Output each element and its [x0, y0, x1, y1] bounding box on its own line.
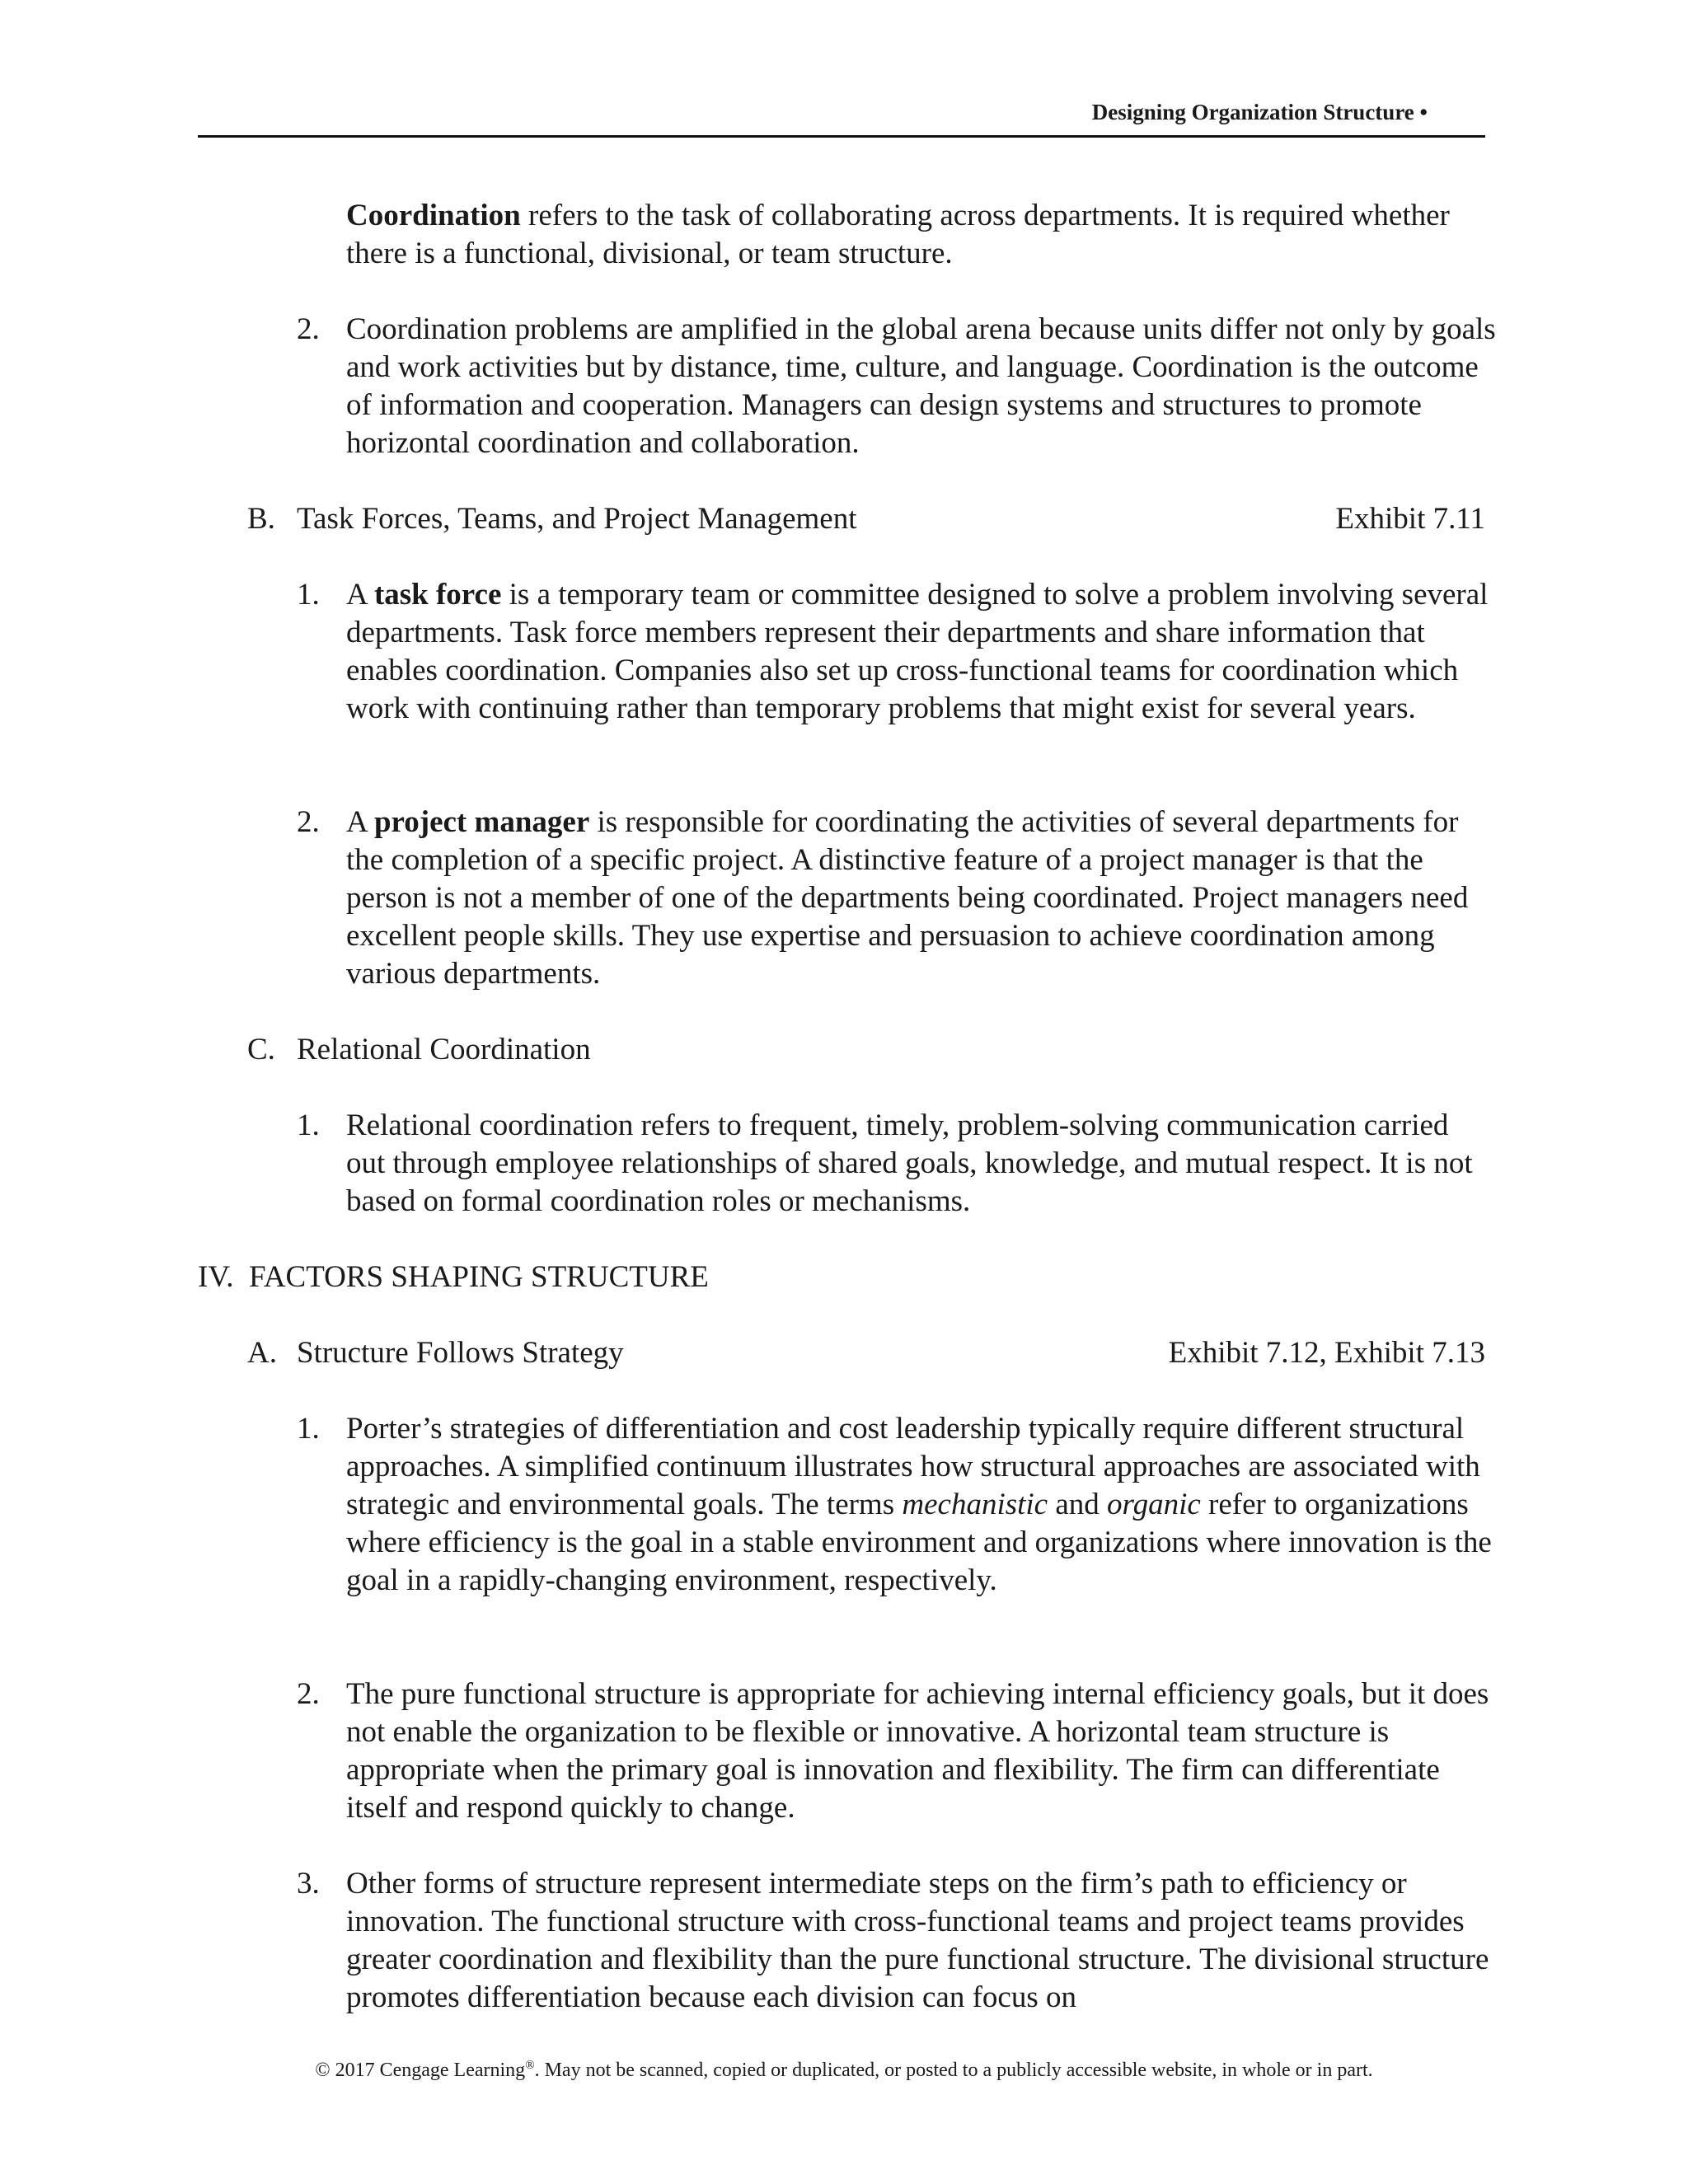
item-number: 2. — [297, 1677, 320, 1711]
item-number: 1. — [297, 1412, 320, 1446]
item-number: 1. — [297, 578, 320, 612]
registered-mark: ® — [525, 2059, 535, 2072]
item-number: 2. — [297, 805, 320, 839]
section-title: FACTORS SHAPING STRUCTURE — [249, 1260, 709, 1294]
item-text: is a temporary team or committee designed to solve a problem involving several departments. Task force members represent their departments and share information that enables coordination. Companies also set up cross-functional teams for coordination which work with continuing rather than temporary problems that might exist for several years. — [346, 578, 1489, 725]
item-paragraph — [346, 804, 1500, 993]
copyright-footer — [0, 2053, 1688, 2083]
item-number: 2. — [297, 312, 320, 346]
item-paragraph — [346, 1410, 1492, 1600]
intro-term: Coordination — [346, 199, 521, 232]
item-term: task force — [373, 578, 502, 612]
item-paragraph: Other forms of structure represent intermediate steps on the firm’s path to efficiency or innovation. The functional structure with cross-functional teams and project teams provides greater coordination and flexibility than the pure functional structure. The divisional structure promotes differentiation because each division can focus on — [346, 1867, 1489, 2014]
item-paragraph: Relational coordination refers to frequent, timely, problem-solving communication carried out through employee relationships of shared goals, knowledge, and mutual respect. It is not based on formal coordination roles or mechanisms. — [346, 1108, 1473, 1218]
intro-text: refers to the task of collaborating across departments. It is required whether there is a functional, divisional, or team structure. — [346, 199, 1450, 270]
intro-paragraph — [346, 197, 1492, 273]
section-title: Relational Coordination — [297, 1033, 591, 1066]
item-paragraph: Coordination problems are amplified in the global arena because units differ not only by goals and work activities but by distance, time, culture, and language. Coordination is the outcome of information and cooperation. Managers can design systems and structures to promote horizontal coordination and collaboration. — [346, 312, 1496, 460]
section-label: A. — [247, 1336, 277, 1370]
header-title: Designing Organization Structure • — [1091, 100, 1428, 124]
footer-text: © 2017 Cengage Learning — [315, 2060, 526, 2081]
item-number: 3. — [297, 1867, 320, 1900]
section-title: Structure Follows Strategy — [297, 1336, 624, 1370]
exhibit-reference: Exhibit 7.11 — [1335, 502, 1485, 536]
item-paragraph: The pure functional structure is appropriate for achieving internal efficiency goals, but it does not enable the organization to be flexible or innovative. A horizontal team structure is appropriate when the primary goal is innovation and flexibility. The firm can differentiate itself and respond quickly to change. — [346, 1677, 1489, 1825]
item-term: project manager — [373, 805, 590, 839]
item-term: mechanistic — [902, 1488, 1048, 1521]
item-text: and — [1048, 1488, 1108, 1521]
item-paragraph — [346, 576, 1500, 728]
item-text: Porter’s strategies of differentiation and cost leadership typically require different structural approaches. A simplified continuum illustrates how structural approaches are associated with strategic and environmental goals. The terms — [346, 1412, 1480, 1521]
section-title: Task Forces, Teams, and Project Management — [297, 502, 857, 536]
item-text: A — [346, 578, 374, 612]
section-label: B. — [247, 502, 275, 536]
exhibit-reference: Exhibit 7.12, Exhibit 7.13 — [1168, 1336, 1485, 1370]
item-text: A — [346, 805, 374, 839]
item-text: is responsible for coordinating the activities of several departments for the completion of a specific project. A distinctive feature of a project manager is that the person is not a member of one of the departments being coordinated. Project managers need excellent people skills. They use expertise and persuasion to achieve coordination among various departments. — [346, 805, 1469, 991]
page-header — [198, 99, 1485, 138]
footer-text: . May not be scanned, copied or duplicated, or posted to a publicly accessible website, in whole or in part. — [534, 2060, 1373, 2081]
item-text: refer to organizations where efficiency is the goal in a stable environment and organizations where innovation is the goal in a rapidly-changing environment, respectively. — [346, 1488, 1492, 1597]
section-label: C. — [247, 1033, 275, 1066]
section-label: IV. — [198, 1260, 234, 1294]
item-number: 1. — [297, 1108, 320, 1142]
item-term: organic — [1107, 1488, 1201, 1521]
